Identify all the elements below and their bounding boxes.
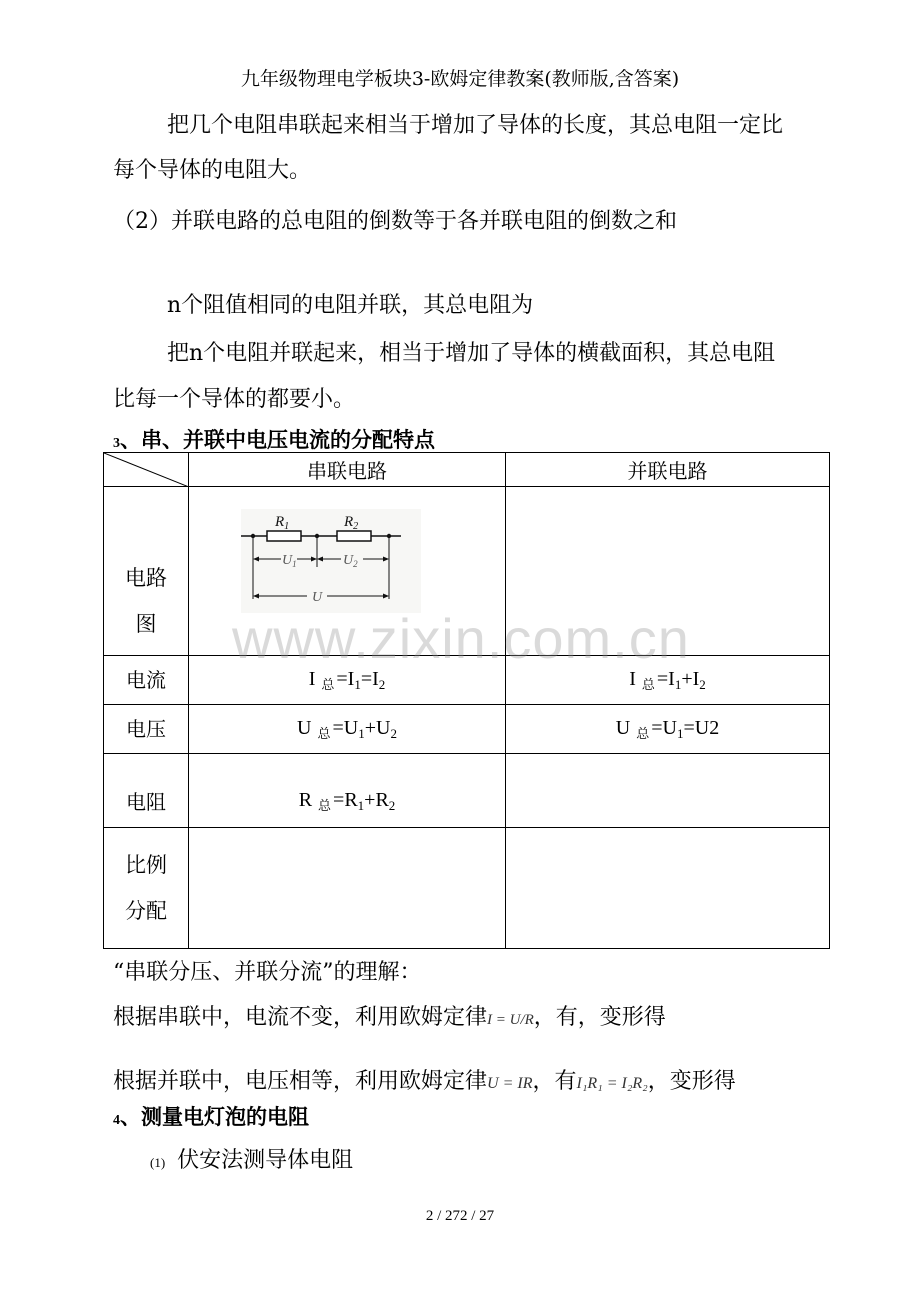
paragraph-parallel-rule: （2）并联电路的总电阻的倒数等于各并联电阻的倒数之和 (113, 209, 677, 234)
resistor-r1 (267, 531, 301, 541)
ohms-law-formula-i: I = U/R (487, 1012, 534, 1028)
row-label-voltage: 电压 (104, 705, 189, 754)
row-label-circuit-line2: 图 (135, 612, 157, 636)
section-3-title: 串、并联中电压电流的分配特点 (141, 428, 435, 452)
diagonal-divider (104, 453, 189, 487)
paragraph-n-resistors: n个阻值相同的电阻并联，其总电阻为 (167, 293, 534, 318)
row-label-circuit (104, 487, 189, 656)
ratio-series-cell (189, 828, 506, 949)
watermark: www.zixin.com.cn (232, 607, 690, 670)
resistance-series-formula: R $_总 =R_1+R_2$ (189, 754, 506, 828)
section-3-heading (113, 424, 435, 454)
voltage-series-formula: U $_总 =U_1+U_2$ (189, 705, 506, 754)
section-4-separator: 、 (120, 1105, 141, 1129)
label-r2: $R_2$ (344, 514, 359, 532)
current-ratio-formula: I₁R₁ = I₂R₂ (576, 1075, 648, 1092)
distribution-table (103, 452, 830, 949)
voltage-parallel-formula: U $_总 =U_1=U2$ (506, 705, 830, 754)
ohms-law-formula-u: U = IR (487, 1075, 533, 1092)
row-label-ratio-line2: 分配 (125, 899, 167, 923)
label-u: U (312, 590, 323, 605)
table-corner-cell (104, 453, 189, 487)
item-1 (150, 1143, 353, 1174)
section-4-title: 测量电灯泡的电阻 (141, 1105, 309, 1129)
paragraph-series-line2: 每个导体的电阻大。 (113, 158, 312, 183)
row-label-ratio-line1: 比例 (125, 853, 167, 877)
row-label-ratio (104, 828, 189, 949)
understanding-parallel-line: 根据并联中，电压相等，利用欧姆定律U = IR，有I₁R₁ = I₂R₂，变形得 (113, 1069, 736, 1094)
item-1-number: (1) (150, 1155, 166, 1170)
page-number: 2 / 272 / 27 (425, 1208, 495, 1224)
understanding-heading: “串联分压、并联分流”的理解： (113, 960, 422, 985)
resistor-r2 (337, 531, 371, 541)
header-series: 串联电路 (189, 453, 506, 487)
paragraph-series-line1: 把几个电阻串联起来相当于增加了导体的长度，其总电阻一定比 (167, 113, 784, 138)
current-series-formula: I $_总 =I_1=I_2$ (189, 656, 506, 705)
label-u1: $U_1$ (282, 553, 297, 569)
resistance-parallel-cell (506, 754, 830, 828)
section-3-number: 3 (113, 436, 120, 451)
item-1-text: 伏安法测导体电阻 (177, 1148, 354, 1173)
label-r1: $R_1$ (275, 514, 290, 532)
section-4-number: 4 (113, 1113, 120, 1128)
section-4-heading (113, 1101, 309, 1131)
paragraph-parallel-line2: 比每一个导体的都要小。 (113, 387, 356, 412)
current-parallel-formula: I $_总 =I_1+I_2$ (506, 656, 830, 705)
label-u2: $U_2$ (343, 553, 358, 569)
row-label-resistance: 电阻 (104, 754, 189, 828)
row-label-circuit-line1: 电路 (125, 566, 167, 590)
row-label-current: 电流 (104, 656, 189, 705)
document-header-title: 九年级物理电学板块3-欧姆定律教案(教师版,含答案) (240, 68, 680, 90)
section-3-separator: 、 (120, 428, 141, 452)
paragraph-parallel-line1: 把n个电阻并联起来，相当于增加了导体的横截面积，其总电阻 (167, 341, 776, 366)
header-parallel: 并联电路 (506, 453, 830, 487)
series-circuit-diagram (237, 507, 427, 619)
understanding-series-line: 根据串联中，电流不变，利用欧姆定律I = U/R，有，变形得 (113, 1005, 666, 1030)
ratio-parallel-cell (506, 828, 830, 949)
diagram-background (241, 509, 421, 613)
